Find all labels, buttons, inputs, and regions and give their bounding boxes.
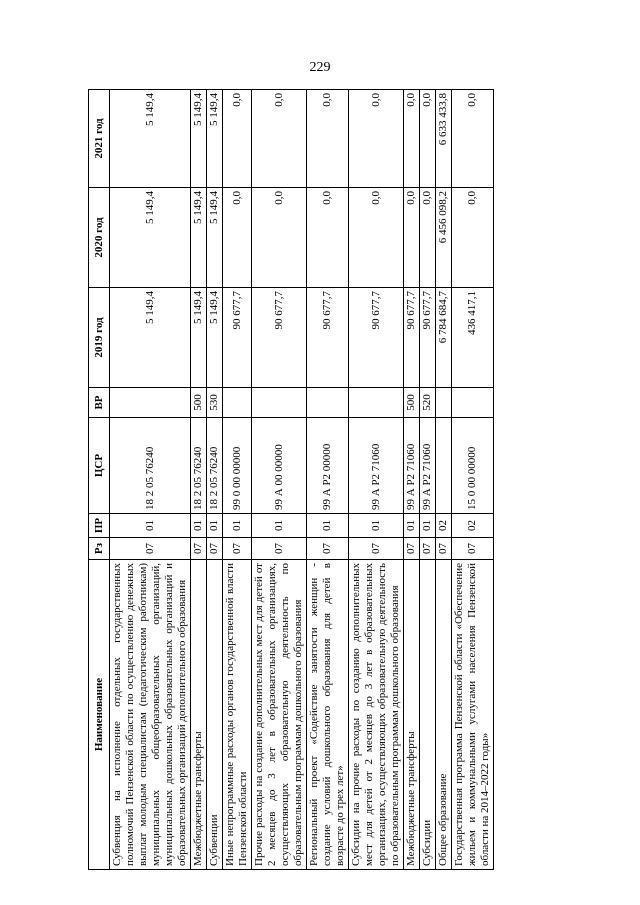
column-header-vr: ВР [89, 388, 110, 418]
cell-2019: 90 677,7 [223, 288, 252, 388]
cell-csr: 99 А Р2 71060 [349, 418, 404, 514]
cell-2019: 436 417,1 [452, 288, 494, 388]
cell-pr: 01 [404, 514, 420, 538]
table-row [420, 90, 436, 870]
cell-csr: 18 2 05 76240 [191, 418, 207, 514]
cell-2020: 0,0 [452, 188, 494, 288]
table-row [207, 90, 223, 870]
cell-rz: 07 [207, 538, 223, 560]
cell-2021: 0,0 [307, 90, 349, 188]
table-sheet [88, 90, 560, 870]
cell-name: Субсидии [420, 560, 436, 870]
cell-csr: 99 А Р2 00000 [307, 418, 349, 514]
cell-csr: 99 0 00 00000 [223, 418, 252, 514]
cell-2021: 5 149,4 [207, 90, 223, 188]
cell-rz: 07 [404, 538, 420, 560]
cell-2021: 0,0 [404, 90, 420, 188]
cell-2020: 0,0 [223, 188, 252, 288]
cell-pr: 01 [252, 514, 307, 538]
table-row [110, 90, 191, 870]
cell-2020: 0,0 [307, 188, 349, 288]
table-row [223, 90, 252, 870]
table-row [404, 90, 420, 870]
budget-table [88, 89, 494, 870]
cell-2021: 5 149,4 [110, 90, 191, 188]
column-header-csr: ЦСР [89, 418, 110, 514]
cell-name: Региональный проект «Содействие занятости женщин - создание условий дошкольного образования для детей в возрасте до трех лет» [307, 560, 349, 870]
cell-name: Иные непрограммные расходы органов государственной власти Пензенской области [223, 560, 252, 870]
cell-2020: 0,0 [404, 188, 420, 288]
cell-2020: 5 149,4 [207, 188, 223, 288]
cell-csr: 18 2 05 76240 [110, 418, 191, 514]
cell-vr [436, 388, 452, 418]
cell-2019: 90 677,7 [307, 288, 349, 388]
cell-2020: 0,0 [420, 188, 436, 288]
cell-2019: 5 149,4 [207, 288, 223, 388]
cell-2020: 0,0 [252, 188, 307, 288]
column-header-rz: Рз [89, 538, 110, 560]
table-row [307, 90, 349, 870]
cell-rz: 07 [307, 538, 349, 560]
cell-name: Субсидии на прочие расходы по созданию дополнительных мест для детей от 2 месяцев до 3 лет в образовательных организациях, осуществляющих образовательную деятельность по образовательным программам дошкольного образования [349, 560, 404, 870]
table-header-row [89, 90, 110, 870]
cell-csr: 99 А Р2 71060 [404, 418, 420, 514]
cell-csr: 99 А Р2 71060 [420, 418, 436, 514]
cell-2019: 5 149,4 [191, 288, 207, 388]
cell-name: Межбюджетные трансферты [191, 560, 207, 870]
cell-csr: 99 А 00 00000 [252, 418, 307, 514]
cell-csr: 18 2 05 76240 [207, 418, 223, 514]
cell-name: Государственная программа Пензенской области «Обеспечение жильем и коммунальными услугами населения Пензенской области на 2014–2022 годы» [452, 560, 494, 870]
table-row [436, 90, 452, 870]
cell-2020: 5 149,4 [191, 188, 207, 288]
cell-rz: 07 [420, 538, 436, 560]
cell-rz: 07 [110, 538, 191, 560]
cell-name: Общее образование [436, 560, 452, 870]
cell-name: Субвенция на исполнение отдельных государственных полномочий Пензенской области по осуществлению денежных выплат молодым специалистам (педагогическим работникам) муниципальных общеобразовательных организаций, муниципальных дошкольных образовательных организаций и образовательных организаций дополнительного образования [110, 560, 191, 870]
cell-rz: 07 [191, 538, 207, 560]
cell-2020: 6 456 098,2 [436, 188, 452, 288]
cell-name: Прочие расходы на создание дополнительных мест для детей от 2 месяцев до 3 лет в образовательных организациях, осуществляющих образовательную деятельность по образовательным программам дошкольного образования [252, 560, 307, 870]
cell-rz: 07 [252, 538, 307, 560]
cell-pr: 01 [110, 514, 191, 538]
rotated-table-container [88, 90, 560, 870]
cell-pr: 01 [191, 514, 207, 538]
cell-vr [110, 388, 191, 418]
cell-name: Межбюджетные трансферты [404, 560, 420, 870]
cell-vr: 520 [420, 388, 436, 418]
cell-rz: 07 [452, 538, 494, 560]
cell-2019: 90 677,7 [252, 288, 307, 388]
cell-pr: 02 [436, 514, 452, 538]
cell-vr [223, 388, 252, 418]
column-header-pr: ПР [89, 514, 110, 538]
page-number: 229 [309, 60, 331, 75]
cell-vr [252, 388, 307, 418]
cell-2021: 0,0 [223, 90, 252, 188]
cell-2021: 0,0 [420, 90, 436, 188]
cell-vr [307, 388, 349, 418]
cell-name: Субвенции [207, 560, 223, 870]
cell-pr: 01 [307, 514, 349, 538]
cell-2021: 6 633 433,8 [436, 90, 452, 188]
cell-2019: 90 677,7 [349, 288, 404, 388]
cell-pr: 02 [452, 514, 494, 538]
cell-2021: 0,0 [349, 90, 404, 188]
cell-2020: 5 149,4 [110, 188, 191, 288]
cell-2019: 6 784 684,7 [436, 288, 452, 388]
cell-2019: 5 149,4 [110, 288, 191, 388]
table-row [452, 90, 494, 870]
column-header-2021: 2021 год [89, 90, 110, 188]
cell-vr [349, 388, 404, 418]
table-row [191, 90, 207, 870]
cell-pr: 01 [349, 514, 404, 538]
cell-rz: 07 [349, 538, 404, 560]
cell-rz: 07 [436, 538, 452, 560]
cell-vr: 500 [191, 388, 207, 418]
cell-2021: 0,0 [252, 90, 307, 188]
cell-2021: 5 149,4 [191, 90, 207, 188]
cell-2021: 0,0 [452, 90, 494, 188]
table-row [349, 90, 404, 870]
cell-2020: 0,0 [349, 188, 404, 288]
table-row [252, 90, 307, 870]
cell-2019: 90 677,7 [420, 288, 436, 388]
cell-pr: 01 [420, 514, 436, 538]
cell-vr: 500 [404, 388, 420, 418]
column-header-2020: 2020 год [89, 188, 110, 288]
cell-csr: 15 0 00 00000 [452, 418, 494, 514]
cell-2019: 90 677,7 [404, 288, 420, 388]
column-header-name: Наименование [89, 560, 110, 870]
cell-vr: 530 [207, 388, 223, 418]
cell-pr: 01 [223, 514, 252, 538]
cell-rz: 07 [223, 538, 252, 560]
column-header-2019: 2019 год [89, 288, 110, 388]
cell-csr [436, 418, 452, 514]
cell-vr [452, 388, 494, 418]
cell-pr: 01 [207, 514, 223, 538]
